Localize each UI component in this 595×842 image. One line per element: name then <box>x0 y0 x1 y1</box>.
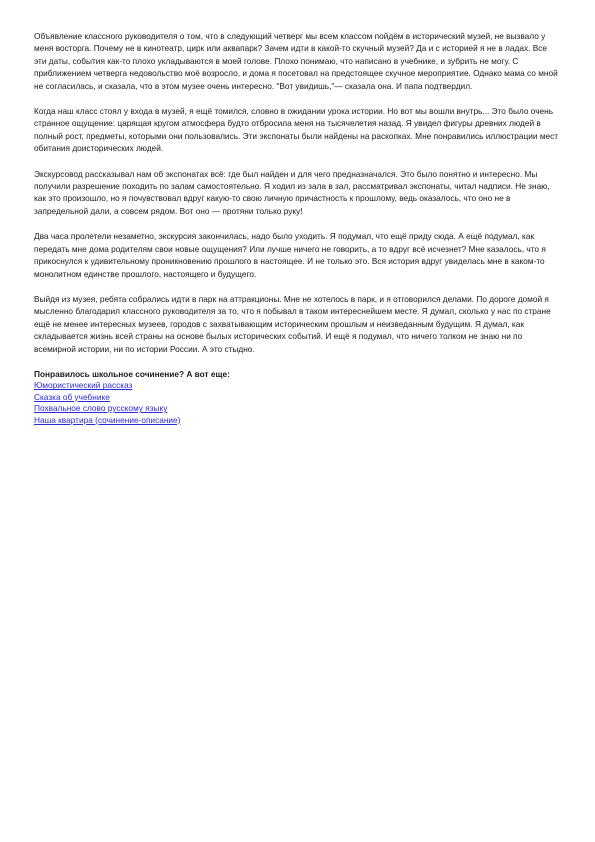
more-essays-title: Понравилось школьное сочинение? А вот еще: <box>34 368 230 379</box>
essay-paragraph-2: Когда наш класс стоял у входа в музей, я ещё томился, словно в ожидании урока истории. Но вот мы вошли внутрь... Это было очень странное ощущение: царящая кругом атмосфера будто отбросила меня на тысячелетия назад. Я увидел фигуры древних людей в полный рост, предметы, которыми они пользовались. Эти экспонаты были найдены на раскопках. Мне понравились иллюстрации мест обитания доисторических людей. <box>34 106 559 154</box>
link-our-apartment[interactable]: Наша квартира (сочинение-описание) <box>34 414 181 425</box>
essay-paragraph-1: Объявление классного руководителя о том, что в следующий четверг мы всем классом пойдём в исторический музей, не вызвало у меня восторга. Почему не в кинотеатр, цирк или аквапарк? Зачем идти в какой-то скучный музей? Да и с историей я не в ладах. Все эти даты, события как-то плохо укладываются в моей голове. Плохо понимаю, что написано в учебнике, и зубрить не могу. С приближением четверга недовольство моё возросло, и дома я посетовал на предстоящее скучное мероприятие. Однако мама со мной не согласилась, и сказала, что в этом музее очень интересно. "Вот увидишь,"— сказала она. И папа подтвердил. <box>34 31 558 91</box>
link-textbook-tale[interactable]: Сказка об учебнике <box>34 391 110 402</box>
list-item <box>34 392 561 403</box>
list-item <box>34 403 561 414</box>
more-essays-section <box>34 368 561 426</box>
essay-paragraph-5: Выйдя из музея, ребята собрались идти в парк на аттракционы. Мне не хотелось в парк, и я отговорился делами. По дороге домой я мысленно благодарил классного руководителя за то, что я побывал в таком интереснейшем месте. Я думал, сколько у нас по стране ещё не менее интересных музеев, городов с захватывающим историческим прошлым и неизведанным будущим. Я думал, как складывается жизнь всей страны на основе былых исторических событий. И ещё я подумал, что ничего толком не знаю ни по всемирной истории, ни по истории России. А это стыдно. <box>34 293 551 354</box>
document-page <box>34 30 561 426</box>
essay-paragraph-4: Два часа пролетели незаметно, экскурсия закончилась, надо было уходить. Я подумал, что ещё приду сюда. А ещё подумал, как передать мне дома родителям свои новые ощущения? Или лучше ничего не говорить, а то вдруг всё исчезнет? Мне казалось, что я прикоснулся к удивительному проникновению прошлого в настоящее. И не только это. Вся история вдруг увиделась мне в каком-то монолитном единстве прошлого, настоящего и будущего. <box>34 231 546 279</box>
link-russian-language-praise[interactable]: Похвальное слово русскому языку <box>34 403 168 414</box>
essay-paragraph-3: Экскурсовод рассказывал нам об экспонатах всё: где был найден и для чего предназначался. Это было понятно и интересно. Мы получили разрешение походить по залам самостоятельно. Я ходил из зала в зал, рассматривал экспонаты, читал надписи. Не знаю, как это произошло, но я почувствовал вдруг какую-то свою личную причастность к прошлому, ведь оказалось, что оно не в запредельной дали, а совсем рядом. Вот оно — протяни только руку! <box>34 168 550 216</box>
list-item <box>34 380 561 391</box>
list-item <box>34 415 561 426</box>
link-humorous-story[interactable]: Юмористический рассказ <box>34 380 133 391</box>
more-essays-list <box>34 380 561 426</box>
